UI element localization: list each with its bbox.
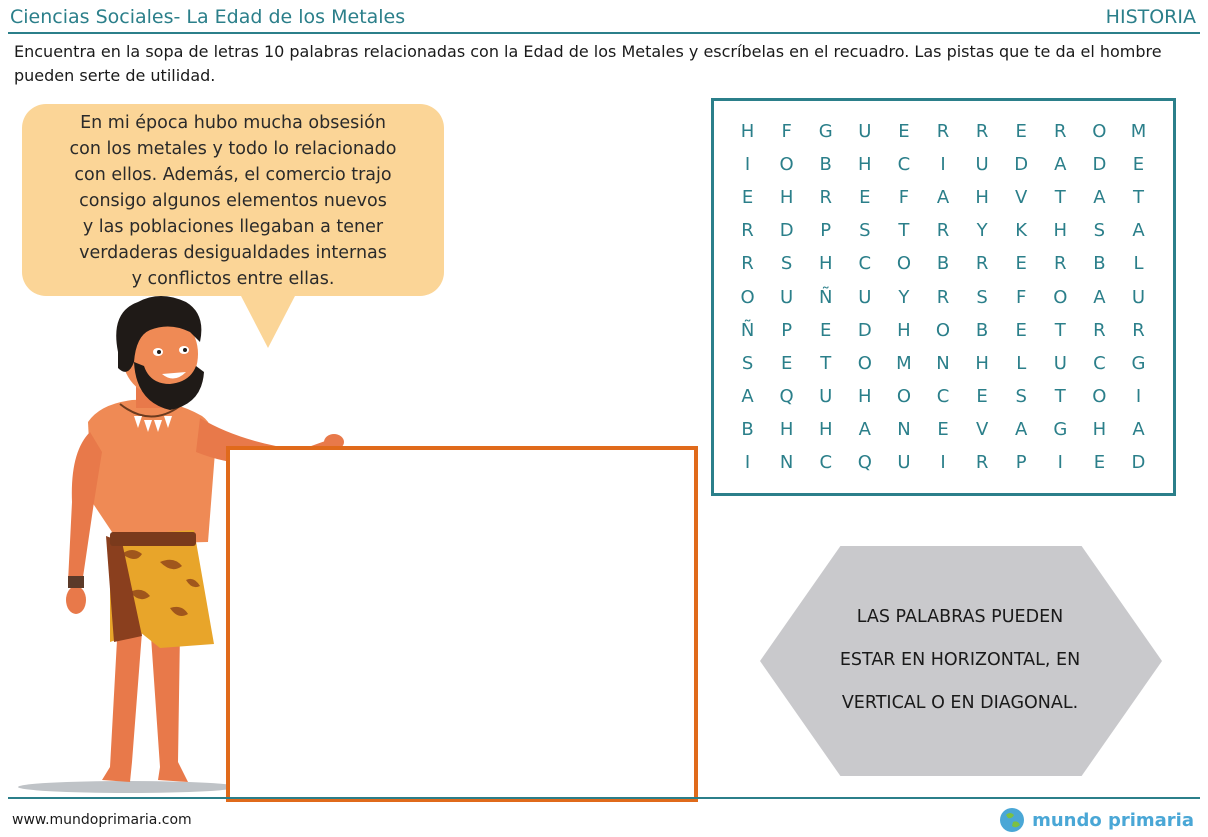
word-search-letter[interactable]: I (744, 451, 751, 473)
word-search-letter[interactable]: C (819, 451, 833, 473)
word-search-letter[interactable]: U (1053, 352, 1067, 374)
word-search-letter[interactable]: C (936, 385, 950, 407)
word-search-letter[interactable]: O (1092, 385, 1107, 407)
word-search-letter[interactable]: H (858, 385, 872, 407)
word-search-letter[interactable]: I (1135, 385, 1142, 407)
word-search-letter[interactable]: H (779, 187, 794, 209)
word-search-letter[interactable]: S (741, 352, 754, 374)
word-search-letter[interactable]: R (936, 121, 950, 143)
word-search-letter[interactable]: D (1131, 451, 1146, 473)
word-search-letter[interactable]: R (741, 220, 754, 242)
word-search-letter[interactable]: B (741, 418, 754, 440)
word-search-letter[interactable]: E (937, 418, 949, 440)
word-search-letter[interactable]: K (1015, 220, 1028, 242)
word-search-letter[interactable]: E (859, 187, 871, 209)
word-search-letter[interactable]: U (780, 286, 794, 308)
word-search-letter[interactable]: U (1131, 286, 1146, 308)
word-search-letter[interactable]: O (1092, 121, 1107, 143)
bubble-line: con ellos. Además, el comercio trajo (74, 165, 392, 185)
word-search-letter[interactable]: G (1131, 352, 1146, 374)
word-search-letter[interactable]: R (975, 253, 989, 275)
word-search-letters (728, 115, 1158, 479)
word-search-letter[interactable]: G (1053, 418, 1068, 440)
word-search-letter[interactable]: H (975, 187, 989, 209)
word-search-letter[interactable]: L (1016, 352, 1027, 374)
word-search-letter[interactable]: R (1054, 121, 1067, 143)
word-search-letter[interactable]: R (1054, 253, 1067, 275)
word-search-letter[interactable]: A (1054, 154, 1067, 176)
footer-logo[interactable] (998, 806, 1194, 834)
word-search-letter[interactable]: H (818, 253, 833, 275)
word-search-letter[interactable]: S (1015, 385, 1027, 407)
word-search-letter[interactable]: O (857, 352, 872, 374)
globe-logo-icon (998, 806, 1026, 834)
word-search-letter[interactable]: E (741, 187, 754, 209)
header-divider (8, 32, 1200, 34)
speech-bubble-text (30, 110, 436, 292)
word-search-letter[interactable]: C (1093, 352, 1106, 374)
word-search-letter[interactable]: V (975, 418, 989, 440)
word-search-letter[interactable]: R (975, 121, 989, 143)
word-search-letter[interactable]: A (1132, 220, 1145, 242)
word-search-letter[interactable]: U (858, 286, 872, 308)
word-search-letter[interactable]: R (936, 220, 950, 242)
word-search-letter[interactable]: F (781, 121, 792, 143)
word-search-letter[interactable]: H (818, 418, 833, 440)
word-search-letter[interactable]: L (1133, 253, 1144, 275)
word-search-letter[interactable]: D (1014, 154, 1029, 176)
word-search-letter[interactable]: T (898, 220, 910, 242)
instructions-text: Encuentra en la sopa de letras 10 palabras relacionadas con la Edad de los Metales y escríbelas en el recuadro. Las pistas que te da el hombre pueden serte de utilidad. (14, 42, 1162, 85)
word-search-letter[interactable]: Ñ (740, 319, 755, 341)
word-search-letter[interactable]: M (1130, 121, 1147, 143)
word-search-letter[interactable]: E (976, 385, 988, 407)
word-search-letter[interactable]: A (1093, 187, 1106, 209)
word-search-letter[interactable]: U (897, 451, 911, 473)
word-search-letter[interactable]: D (1092, 154, 1107, 176)
word-search-letter[interactable]: O (740, 286, 755, 308)
word-search-letter[interactable]: T (1054, 319, 1066, 341)
word-search-letter[interactable]: E (1093, 451, 1106, 473)
word-search-letter[interactable]: B (819, 154, 832, 176)
bubble-line: consigo algunos elementos nuevos (79, 191, 387, 211)
word-search-letter[interactable]: A (741, 385, 754, 407)
word-search-letter[interactable]: E (780, 352, 793, 374)
word-search-letter[interactable]: N (779, 451, 794, 473)
word-search-letter[interactable]: H (975, 352, 989, 374)
word-search-letter[interactable]: Y (976, 220, 988, 242)
hint-line: VERTICAL O EN DIAGONAL. (841, 693, 1079, 713)
word-search-letter[interactable]: S (976, 286, 988, 308)
word-search-letter[interactable]: C (858, 253, 872, 275)
word-search-letter[interactable]: M (896, 352, 912, 374)
word-search-letter[interactable]: R (741, 253, 754, 275)
word-search-letter[interactable]: P (820, 220, 832, 242)
word-search-letter[interactable]: E (1015, 253, 1027, 275)
word-search-letter[interactable]: H (779, 418, 794, 440)
hint-line: LAS PALABRAS PUEDEN (856, 607, 1064, 627)
bubble-line: y conflictos entre ellas. (131, 269, 335, 289)
word-search-letter[interactable]: O (896, 385, 911, 407)
word-search-letter[interactable]: Ñ (819, 286, 833, 308)
word-search-letter[interactable]: B (1093, 253, 1106, 275)
bubble-line: En mi época hubo mucha obsesión (80, 113, 386, 133)
word-search-letter[interactable]: A (936, 187, 950, 209)
answer-box[interactable] (226, 446, 698, 802)
word-search-letter[interactable]: B (936, 253, 950, 275)
word-search-letter[interactable]: H (1053, 220, 1068, 242)
word-search-letter[interactable]: G (818, 121, 833, 143)
word-search-letter[interactable]: U (858, 121, 872, 143)
hint-text (790, 596, 1130, 725)
word-search-letter[interactable]: I (744, 154, 751, 176)
logo-text: mundo primaria (1032, 809, 1194, 831)
bubble-line: verdaderas desigualdades internas (79, 243, 387, 263)
word-search-letter[interactable]: H (740, 121, 755, 143)
word-search-letter[interactable]: Q (857, 451, 872, 473)
word-search-letter[interactable]: V (1015, 187, 1028, 209)
word-search-letter[interactable]: D (857, 319, 872, 341)
word-search-letter[interactable]: T (820, 352, 832, 374)
word-search-letter[interactable]: N (897, 418, 911, 440)
word-search-letter[interactable]: E (1132, 154, 1145, 176)
word-search-letter[interactable]: C (897, 154, 911, 176)
word-search-letter[interactable]: E (898, 121, 910, 143)
word-search-letter[interactable]: R (936, 286, 950, 308)
word-search-letter[interactable]: S (859, 220, 871, 242)
word-search-letter[interactable]: U (975, 154, 989, 176)
word-search-letter[interactable]: Q (779, 385, 794, 407)
word-search-letter[interactable]: R (1132, 319, 1145, 341)
word-search-grid (711, 98, 1176, 496)
word-search-letter[interactable]: T (1054, 385, 1066, 407)
word-search-letter[interactable]: T (1132, 187, 1144, 209)
word-search-letter[interactable]: A (1132, 418, 1145, 440)
word-search-letter[interactable]: I (1057, 451, 1063, 473)
word-search-letter[interactable]: H (1092, 418, 1107, 440)
word-search-letter[interactable]: D (779, 220, 794, 242)
word-search-letter[interactable]: F (898, 187, 910, 209)
word-search-letter[interactable]: A (858, 418, 871, 440)
word-search-letter[interactable]: E (1015, 319, 1027, 341)
word-search-letter[interactable]: R (1093, 319, 1106, 341)
word-search-letter[interactable]: B (975, 319, 989, 341)
word-search-letter[interactable]: H (858, 154, 872, 176)
bubble-line: con los metales y todo lo relacionado (69, 139, 397, 159)
hint-line: ESTAR EN HORIZONTAL, EN (839, 650, 1081, 670)
page-title: Ciencias Sociales- La Edad de los Metales (10, 6, 406, 28)
word-search-letter[interactable]: O (779, 154, 794, 176)
word-search-letter[interactable]: O (935, 319, 951, 341)
subject-label: HISTORIA (1105, 6, 1196, 28)
word-search-letter[interactable]: H (897, 319, 911, 341)
bubble-line: y las poblaciones llegaban a tener (82, 217, 384, 237)
word-search-letter[interactable]: F (1016, 286, 1027, 308)
word-search-letter[interactable]: U (819, 385, 833, 407)
word-search-letter[interactable]: Y (898, 286, 910, 308)
footer-url[interactable]: www.mundoprimaria.com (12, 812, 192, 828)
word-search-letter[interactable]: I (940, 451, 946, 473)
word-search-letter[interactable]: S (780, 253, 793, 275)
word-search-letter[interactable]: E (1015, 121, 1027, 143)
word-search-letter[interactable]: P (1015, 451, 1027, 473)
footer-divider (8, 797, 1200, 799)
word-search-letter[interactable]: O (1053, 286, 1068, 308)
word-search-letter[interactable]: E (820, 319, 832, 341)
word-search-letter[interactable]: R (975, 451, 989, 473)
word-search-letter[interactable]: T (1054, 187, 1066, 209)
word-search-letter[interactable]: R (819, 187, 832, 209)
word-search-letter[interactable]: A (1015, 418, 1028, 440)
word-search-letter[interactable]: A (1093, 286, 1106, 308)
word-search-letter[interactable]: P (781, 319, 793, 341)
word-search-letter[interactable]: S (1093, 220, 1106, 242)
word-search-letter[interactable]: I (940, 154, 946, 176)
word-search-letter[interactable]: O (896, 253, 911, 275)
word-search-letter[interactable]: N (936, 352, 950, 374)
